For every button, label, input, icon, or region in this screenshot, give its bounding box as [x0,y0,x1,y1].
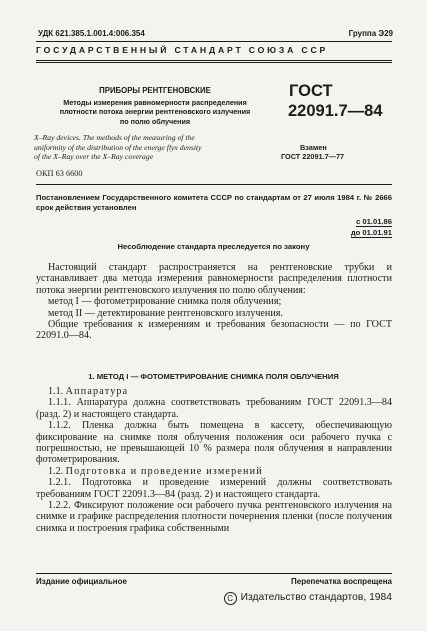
gost-label: ГОСТ [289,82,333,100]
copyright-icon: C [224,592,237,605]
standard-title: ГОСУДАРСТВЕННЫЙ СТАНДАРТ СОЮЗА ССР [36,45,329,55]
legal-warning: Несоблюдение стандарта преследуется по закону [117,242,310,251]
clause-text: Аппаратура должна соответствовать требованиям ГОСТ 22091.3—84 (разд. 2) и настоящего стандарта. [36,397,392,420]
top-rule [36,41,392,42]
clause-text: Подготовка и проведение измерений должны соответствовать требованиям ГОСТ 22091.3—84 (разд. 2) и настоящего стандарта. [36,477,392,500]
subtitle-line: по полю облучения [119,116,191,126]
okp-code: ОКП 63 6600 [36,169,83,178]
section-1-heading: 1. МЕТОД I — ФОТОМЕТРИРОВАНИЕ СНИМКА ПОЛЯ ОБЛУЧЕНИЯ [88,372,339,381]
subtitle-line: плотности потока энергии рентгеновского излучения [59,107,251,117]
clause-1-1-1 [36,397,392,420]
document-main-title: ПРИБОРЫ РЕНТГЕНОВСКИЕ [99,86,211,95]
official-edition-label: Издание официальное [36,577,127,586]
clause-number: 1.2. [48,465,64,477]
decree-text: Постановлением Государственного комитета СССР по стандартам от 27 июля 1984 г. № 2666 срок действия установлен [36,193,392,213]
replaces-label: Взамен [300,143,327,152]
title-rule-2 [36,62,392,63]
clause-text: Пленка должна быть помещена в кассету, обеспечивающую фиксирование на снимке поля облучения положения оси рабочего пучка с погрешностью, не превышающей 10 % размера поля облучения в направлении фотометрирования. [36,420,392,466]
title-rule-1 [36,60,392,61]
section-1-body [36,386,392,534]
clause-number: 1.2.2. [48,500,71,512]
okp-rule [36,184,392,185]
clause-text: Фиксируют положение оси рабочего пучка рентгеновского излучения на снимке и графике распределения плотности почернения пленки (после получения снимка и построения графика собственными [36,500,392,534]
clause-1-2-1 [36,477,392,500]
valid-to-date: до 01.01.91 [350,228,392,237]
clause-1-2-2 [36,500,392,534]
clause-1-2 [36,466,392,477]
replaced-standard: ГОСТ 22091.7—77 [281,152,345,161]
udc-code: УДК 621.385.1.001.4:006.354 [38,29,145,38]
clause-number: 1.2.1. [48,477,71,489]
valid-from [356,217,392,227]
clause-1-1-2 [36,420,392,466]
footer-rule [36,573,392,574]
reprint-prohibited-label: Перепечатка воспрещена [291,577,392,586]
valid-to [351,228,392,238]
clause-number: 1.1.1. [48,397,71,409]
english-title-line: X–Ray devices. The methods of the measuring of the [34,133,195,142]
clause-text: Подготовка и проведение измерений [65,465,263,477]
intro-paragraph: Настоящий стандарт распространяется на рентгеновские трубки и устанавливает два метода измерения равномерности распределения плотности потока энергии рентгеновского излучения по полю облучения: [36,262,392,296]
method-one-line: метод I — фотометрирование снимка поля облучения; [48,296,282,308]
clause-1-1 [36,386,392,397]
method-two-line: метод II — детектирование рентгеновского излучения. [48,307,283,319]
clause-number: 1.1.2. [48,420,71,432]
english-title-line: of the X–Ray over the X–Ray coverage [34,152,154,162]
clause-number: 1.1. [48,386,64,397]
gost-number: 22091.7—84 [288,102,383,120]
english-title-line: uniformity of the distribution of the energe flyx density [34,142,202,152]
title-block [36,86,274,126]
english-title [34,133,280,162]
publisher-text: Издательство стандартов, 1984 [240,592,392,603]
general-requirements-paragraph: Общие требования к измерениям и требования безопасности — по ГОСТ 22091.0—84. [36,319,392,342]
group-code: Группа Э29 [348,29,393,38]
subtitle-line: Методы измерения равномерности распределения [63,97,247,107]
intro-section [36,262,392,342]
valid-from-date: с 01.01.86 [356,217,392,226]
clause-text: Аппаратура [65,386,129,397]
publisher-line [224,592,392,605]
